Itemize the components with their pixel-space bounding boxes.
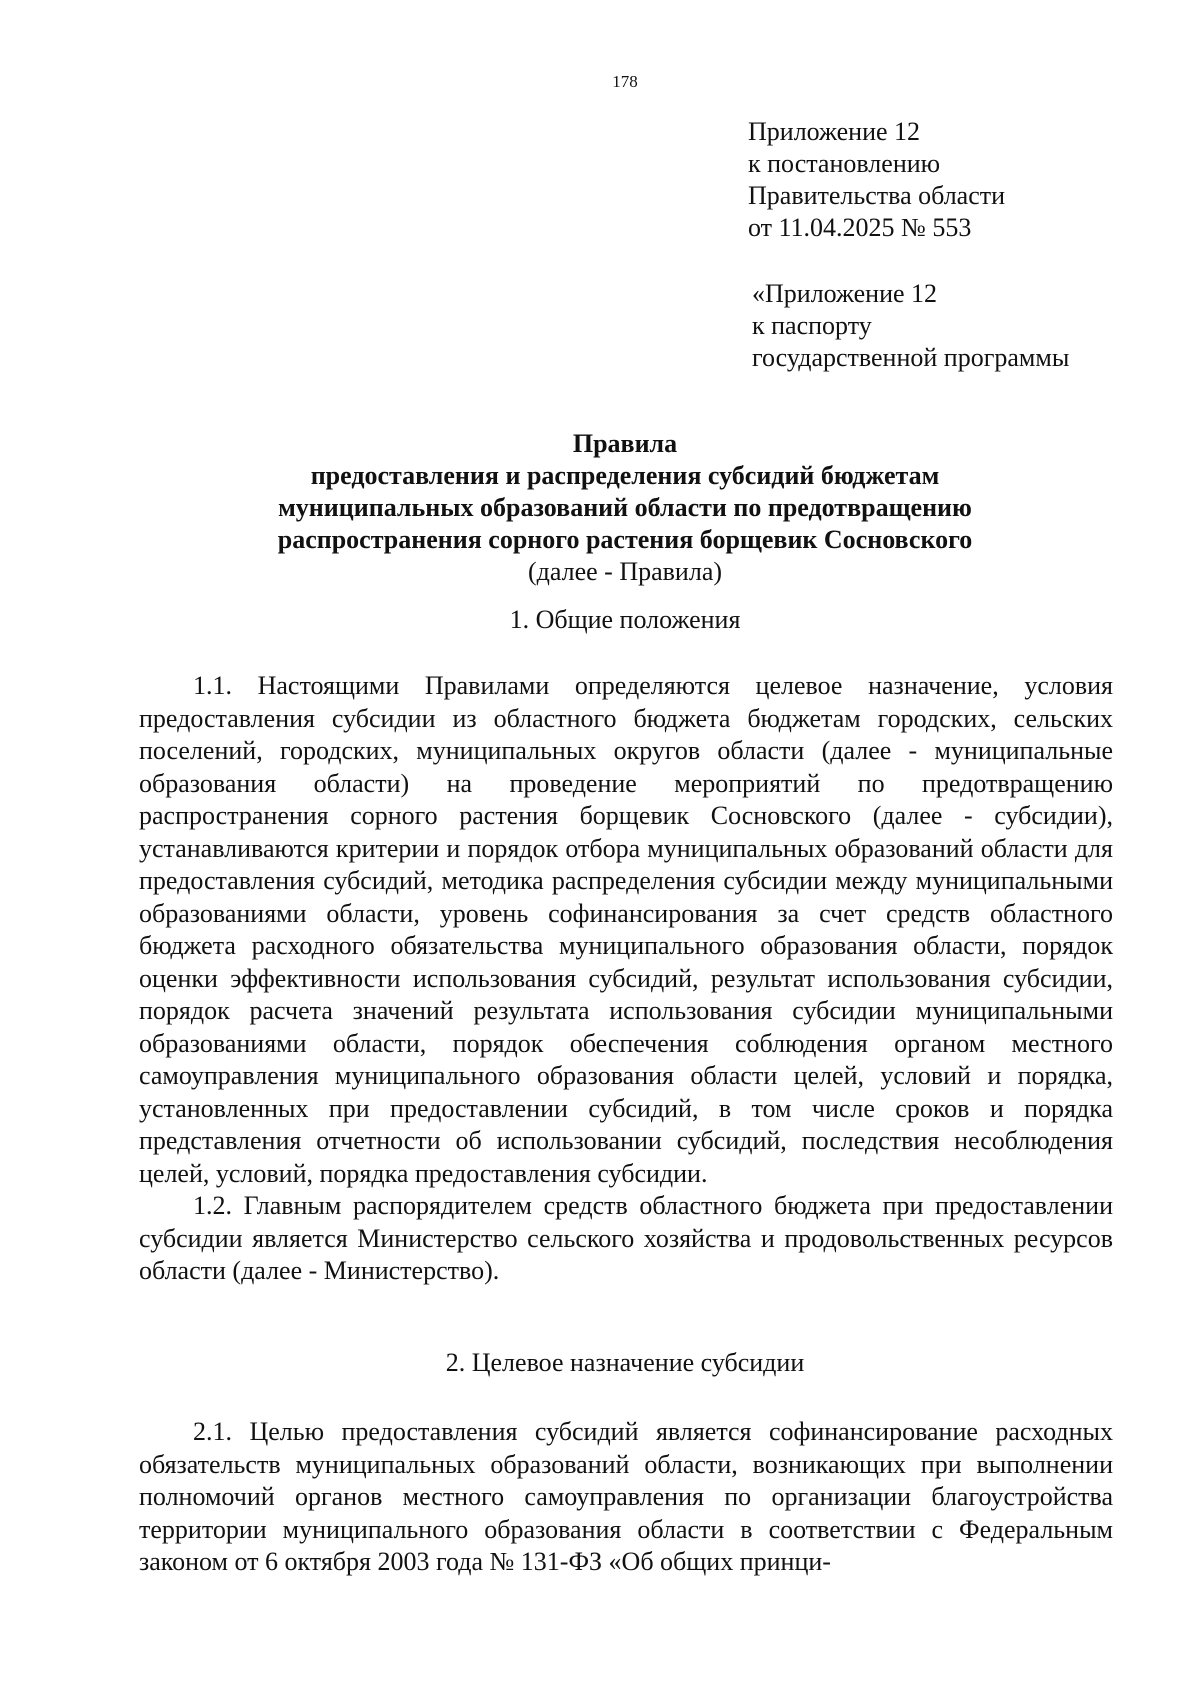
appendix-resolution-line: Правительства области — [748, 181, 1006, 210]
title-subline: (далее - Правила) — [527, 557, 723, 586]
title-line: муниципальных образований области по предотвращению — [278, 493, 972, 522]
appendix-resolution-header — [748, 116, 1168, 244]
section-body-purpose — [139, 1416, 1113, 1579]
appendix-passport-line: к паспорту — [752, 311, 872, 340]
page-number: 178 — [612, 72, 638, 91]
appendix-resolution-line: к постановлению — [748, 149, 941, 178]
section-body-general — [139, 670, 1113, 1288]
appendix-passport-line: «Приложение 12 — [752, 279, 938, 308]
paragraph: 1.2. Главным распорядителем средств областного бюджета при предоставлении субсидии является Министерство сельского хозяйства и продовольственных ресурсов области (далее - Министерство). — [139, 1191, 1113, 1285]
paragraph: 1.1. Настоящими Правилами определяются целевое назначение, условия предоставления субсидии из областного бюджета бюджетам городских, сельских поселений, городских, муниципальных округов области (далее - муниципальные образования области) на проведение мероприятий по предотвращению распространения сорного растения борщевик Сосновского (далее - субсидии), устанавливаются критерии и порядок отбора муниципальных образований области для предоставления субсидий, методика распределения субсидии между муниципальными образованиями области, уровень софинансирования за счет средств областного бюджета расходного обязательства муниципального образования области, порядок оценки эффективности использования субсидий, результат использования субсидии, порядок расчета значений результата использования субсидии муниципальными образованиями области, порядок обеспечения соблюдения органом местного самоуправления муниципального образования области целей, условий и порядка, установленных при предоставлении субсидий, в том числе сроков и порядка представления отчетности об использовании субсидий, последствия несоблюдения целей, условий, порядка предоставления субсидии. — [139, 671, 1113, 1188]
section-heading-purpose: 2. Целевое назначение субсидии — [445, 1348, 805, 1377]
paragraph: 2.1. Целью предоставления субсидий является софинансирование расходных обязательств муниципальных образований области, возникающих при выполнении полномочий органов местного самоуправления по организации благоустройства территории муниципального образования области в соответствии с Федеральным законом от 6 октября 2003 года № 131-ФЗ «Об общих принци- — [139, 1417, 1113, 1576]
appendix-resolution-line: Приложение 12 — [748, 117, 921, 146]
title-line: предоставления и распределения субсидий бюджетам — [310, 461, 940, 490]
appendix-resolution-line: от 11.04.2025 № 553 — [748, 213, 972, 242]
title-line: Правила — [572, 429, 678, 458]
appendix-passport-header — [752, 278, 1172, 374]
appendix-passport-line: государственной программы — [752, 343, 1070, 372]
section-heading-general: 1. Общие положения — [509, 605, 741, 634]
title-line: распространения сорного растения борщевик Сосновского — [277, 525, 973, 554]
document-title — [0, 428, 1200, 588]
